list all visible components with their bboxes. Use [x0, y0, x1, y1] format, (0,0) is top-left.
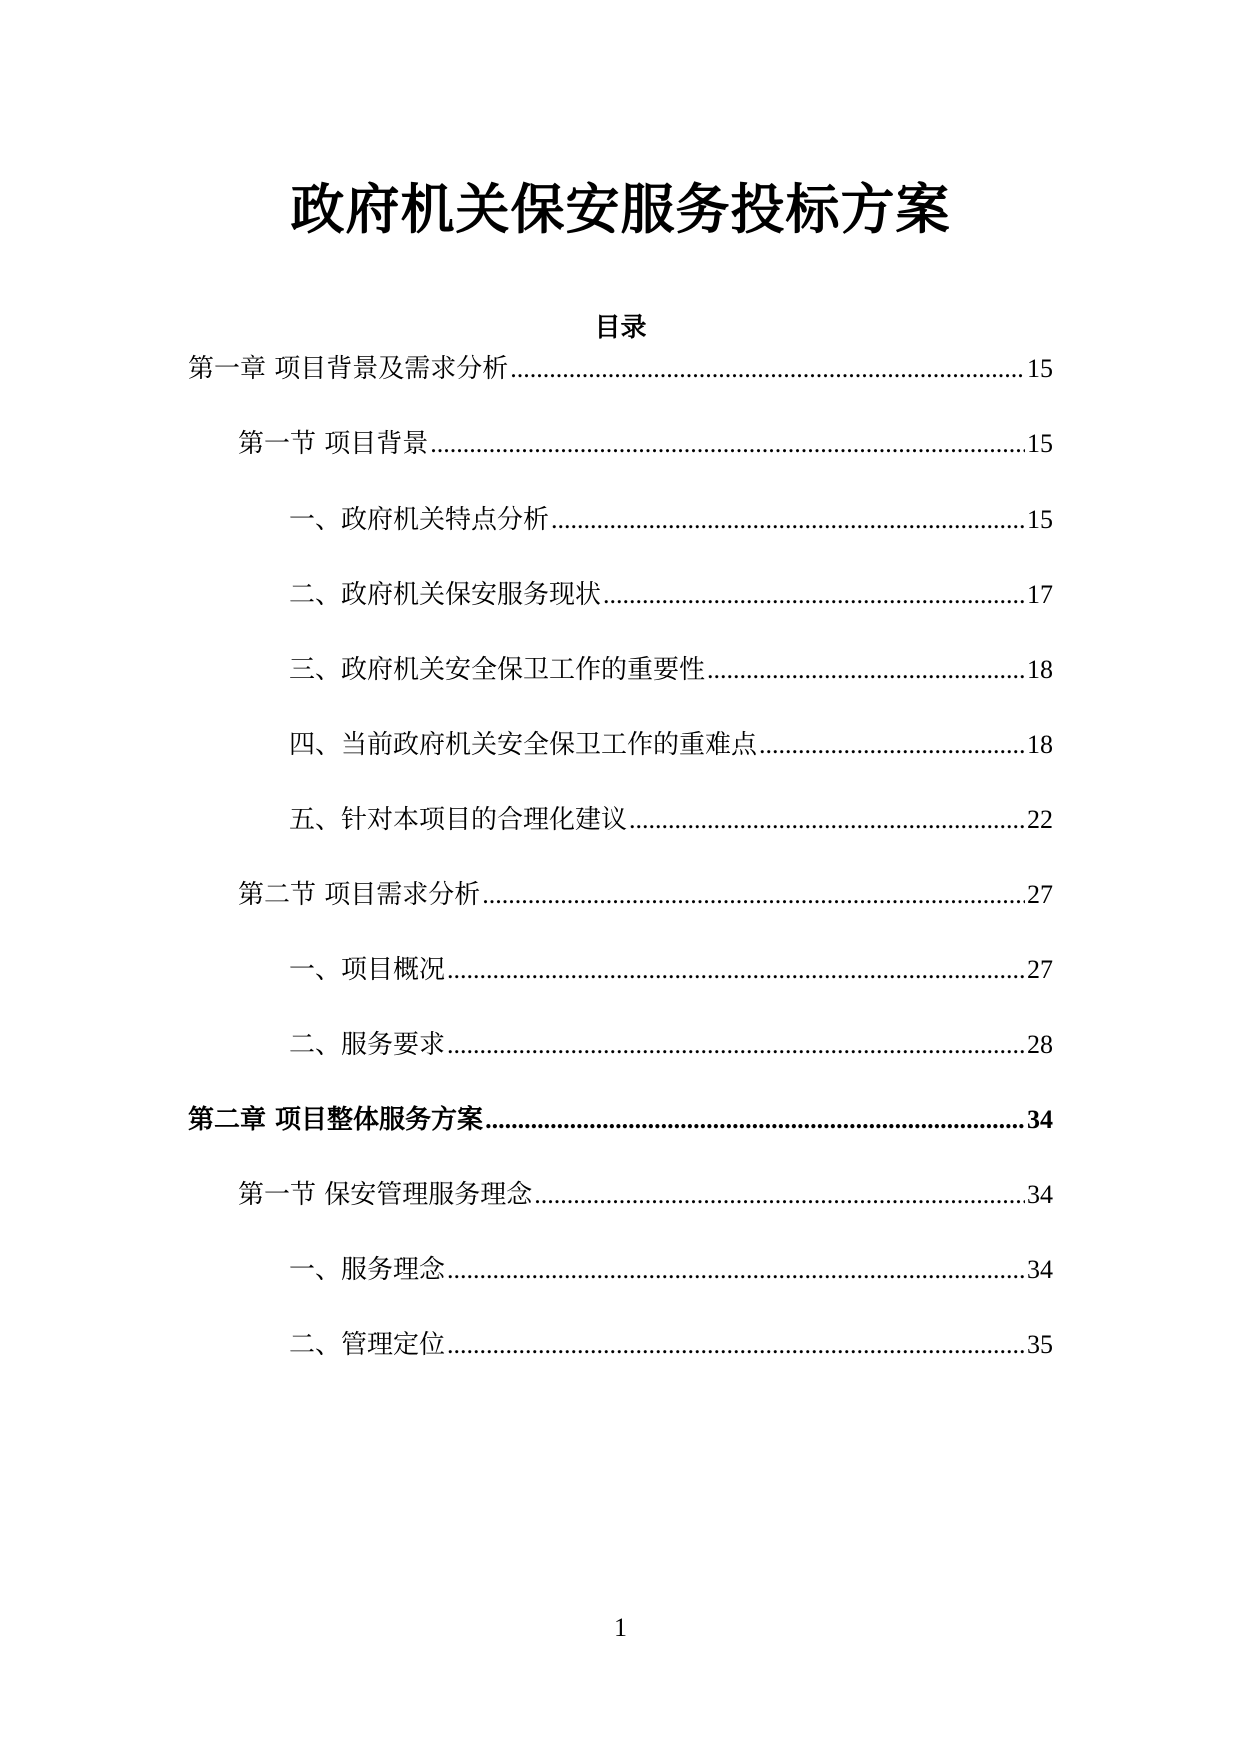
- toc-entry-item-1-2-1[interactable]: [289, 950, 1053, 990]
- toc-entry-label: 第一章 项目背景及需求分析: [188, 354, 509, 384]
- toc-entry-page: 22: [1027, 805, 1053, 834]
- toc-entry-page: 34: [1027, 1180, 1053, 1209]
- toc-entry-page: 15: [1027, 429, 1053, 458]
- toc-entry-label: 第二章 项目整体服务方案: [188, 1105, 484, 1135]
- toc-entry-label: 三、政府机关安全保卫工作的重要性: [289, 655, 706, 685]
- toc-entry-item-1-1-3[interactable]: [289, 650, 1053, 690]
- toc-dot-leader: [447, 1325, 1025, 1365]
- toc-entry-item-1-1-2[interactable]: [289, 575, 1053, 615]
- toc-entry-item-1-2-2[interactable]: [289, 1025, 1053, 1065]
- toc-entry-item-2-1-1[interactable]: [289, 1250, 1053, 1290]
- toc-entry-label: 二、服务要求: [289, 1030, 446, 1060]
- toc-entry-page: 27: [1027, 955, 1053, 984]
- toc-entry-label: 二、政府机关保安服务现状: [289, 580, 602, 610]
- toc-dot-leader: [430, 424, 1025, 464]
- toc-dot-leader: [603, 575, 1025, 615]
- toc-entry-label: 第一节 保安管理服务理念: [238, 1180, 533, 1210]
- toc-entry-label: 第二节 项目需求分析: [238, 880, 481, 910]
- toc-entry-label: 第一节 项目背景: [238, 429, 429, 459]
- toc-dot-leader: [447, 1025, 1025, 1065]
- toc-entry-label: 一、服务理念: [289, 1255, 446, 1285]
- document-title: 政府机关保安服务投标方案: [290, 178, 951, 241]
- toc-dot-leader: [447, 1250, 1025, 1290]
- toc-dot-leader: [447, 950, 1025, 990]
- toc-entry-label: 一、政府机关特点分析: [289, 505, 550, 535]
- toc-dot-leader: [485, 1100, 1025, 1140]
- toc-entry-item-1-1-4[interactable]: [289, 725, 1053, 765]
- toc-entry-page: 34: [1027, 1255, 1053, 1284]
- toc-dot-leader: [629, 800, 1025, 840]
- toc-entry-label: 四、当前政府机关安全保卫工作的重难点: [289, 730, 758, 760]
- toc-entry-section-2-1[interactable]: [238, 1175, 1053, 1215]
- toc-entry-page: 18: [1027, 730, 1053, 759]
- toc-dot-leader: [482, 875, 1025, 915]
- toc-dot-leader: [510, 349, 1025, 389]
- toc-entry-page: 17: [1027, 580, 1053, 609]
- toc-dot-leader: [534, 1175, 1025, 1215]
- toc-entry-label: 五、针对本项目的合理化建议: [289, 805, 628, 835]
- toc-entry-chapter-1[interactable]: [188, 349, 1053, 389]
- toc-entry-page: 35: [1027, 1330, 1053, 1359]
- toc-entry-chapter-2[interactable]: [188, 1100, 1053, 1140]
- toc-entry-page: 27: [1027, 880, 1053, 909]
- toc-dot-leader: [759, 725, 1025, 765]
- toc-entry-page: 15: [1027, 505, 1053, 534]
- toc-entry-label: 一、项目概况: [289, 955, 446, 985]
- toc-entry-page: 34: [1027, 1105, 1053, 1134]
- page-number: 1: [614, 1613, 627, 1642]
- toc-entry-section-1-2[interactable]: [238, 875, 1053, 915]
- toc-entry-item-2-1-2[interactable]: [289, 1325, 1053, 1365]
- toc-entry-item-1-1-5[interactable]: [289, 800, 1053, 840]
- toc-entry-page: 18: [1027, 655, 1053, 684]
- toc-heading: 目录: [594, 313, 647, 343]
- toc-entry-page: 15: [1027, 354, 1053, 383]
- toc-entry-page: 28: [1027, 1030, 1053, 1059]
- toc-entry-section-1-1[interactable]: [238, 424, 1053, 464]
- toc-entry-label: 二、管理定位: [289, 1330, 446, 1360]
- toc-dot-leader: [551, 500, 1025, 540]
- toc-entry-item-1-1-1[interactable]: [289, 500, 1053, 540]
- toc-dot-leader: [707, 650, 1025, 690]
